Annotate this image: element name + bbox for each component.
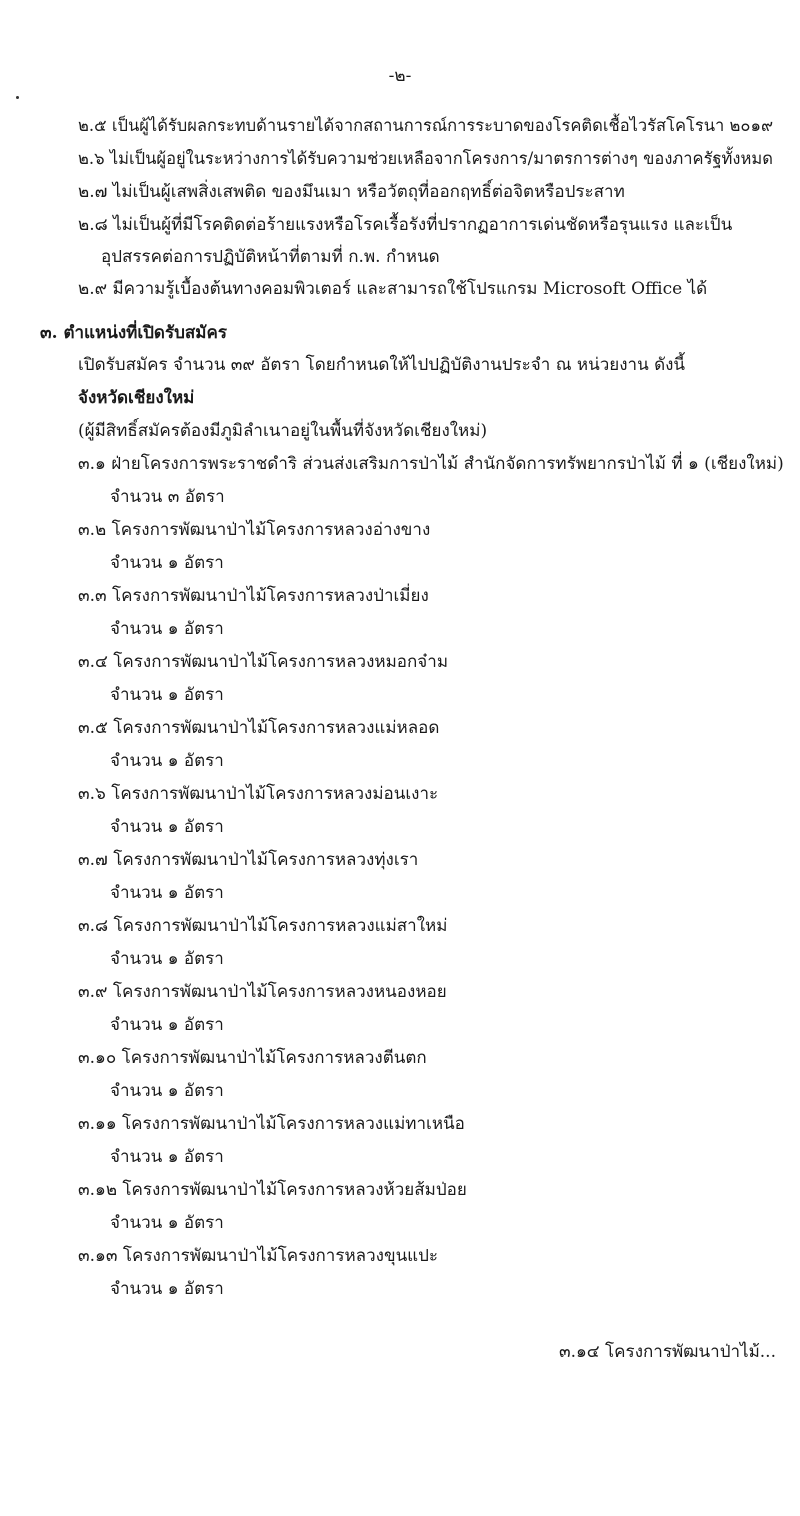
- position-count: จำนวน ๑ อัตรา: [110, 619, 224, 639]
- position-count: จำนวน ๑ อัตรา: [110, 1081, 224, 1101]
- requirement-2-5: ๒.๕ เป็นผู้ได้รับผลกระทบด้านรายได้จากสถานการณ์การระบาดของโรคติดเชื้อไวรัสโคโรนา ๒๐๑๙: [78, 116, 774, 135]
- position-title: ๓.๕ โครงการพัฒนาป่าไม้โครงการหลวงแม่หลอด: [78, 718, 440, 738]
- section-3-intro: เปิดรับสมัคร จำนวน ๓๙ อัตรา โดยกำหนดให้ไปปฏิบัติงานประจำ ณ หน่วยงาน ดังนี้: [78, 355, 686, 375]
- continuation-text: ๓.๑๔ โครงการพัฒนาป่าไม้...: [558, 1342, 776, 1362]
- position-count: จำนวน ๓ อัตรา: [110, 487, 225, 507]
- section-3-heading: ๓. ตำแหน่งที่เปิดรับสมัคร: [40, 323, 227, 343]
- position-count: จำนวน ๑ อัตรา: [110, 1147, 224, 1167]
- position-count: จำนวน ๑ อัตรา: [110, 1213, 224, 1233]
- position-title: ๓.๙ โครงการพัฒนาป่าไม้โครงการหลวงหนองหอย: [78, 982, 447, 1002]
- position-title: ๓.๗ โครงการพัฒนาป่าไม้โครงการหลวงทุ่งเรา: [78, 850, 419, 870]
- position-title: ๓.๑๑ โครงการพัฒนาป่าไม้โครงการหลวงแม่ทาเหนือ: [78, 1114, 465, 1134]
- position-title: ๓.๓ โครงการพัฒนาป่าไม้โครงการหลวงป่าเมี่ยง: [78, 586, 429, 606]
- position-title: ๓.๔ โครงการพัฒนาป่าไม้โครงการหลวงหมอกจ๋าม: [78, 652, 449, 672]
- position-title: ๓.๖ โครงการพัฒนาป่าไม้โครงการหลวงม่อนเงาะ: [78, 784, 439, 804]
- position-title: ๓.๒ โครงการพัฒนาป่าไม้โครงการหลวงอ่างขาง: [78, 520, 431, 540]
- position-title: ๓.๑๒ โครงการพัฒนาป่าไม้โครงการหลวงห้วยส้มป่อย: [78, 1180, 467, 1200]
- position-count: จำนวน ๑ อัตรา: [110, 949, 224, 969]
- province-note: (ผู้มีสิทธิ์สมัครต้องมีภูมิลำเนาอยู่ในพื้นที่จังหวัดเชียงใหม่): [78, 421, 488, 441]
- requirement-2-8: ๒.๘ ไม่เป็นผู้ที่มีโรคติดต่อร้ายแรงหรือโรคเรื้อรังที่ปรากฏอาการเด่นชัดหรือรุนแรง และเป็น: [78, 215, 733, 235]
- province-heading: จังหวัดเชียงใหม่: [78, 388, 195, 408]
- position-title: ๓.๑๓ โครงการพัฒนาป่าไม้โครงการหลวงขุนแปะ: [78, 1246, 439, 1266]
- position-count: จำนวน ๑ อัตรา: [110, 1279, 224, 1299]
- requirement-2-9: ๒.๙ มีความรู้เบื้องต้นทางคอมพิวเตอร์ และสามารถใช้โปรแกรม Microsoft Office ได้: [78, 279, 708, 299]
- page-number: -๒-: [388, 66, 412, 86]
- position-count: จำนวน ๑ อัตรา: [110, 553, 224, 573]
- requirement-2-6: ๒.๖ ไม่เป็นผู้อยู่ในระหว่างการได้รับความช่วยเหลือจากโครงการ/มาตรการต่างๆ ของภาครัฐทั้งหมด: [78, 149, 773, 168]
- position-count: จำนวน ๑ อัตรา: [110, 883, 224, 903]
- requirement-2-8-continued: อุปสรรคต่อการปฏิบัติหน้าที่ตามที่ ก.พ. กำหนด: [101, 247, 440, 267]
- position-count: จำนวน ๑ อัตรา: [110, 1015, 224, 1035]
- position-count: จำนวน ๑ อัตรา: [110, 685, 224, 705]
- scan-mark: [16, 96, 19, 99]
- position-title: ๓.๑๐ โครงการพัฒนาป่าไม้โครงการหลวงตีนตก: [78, 1048, 427, 1068]
- position-count: จำนวน ๑ อัตรา: [110, 751, 224, 771]
- position-count: จำนวน ๑ อัตรา: [110, 817, 224, 837]
- position-title: ๓.๑ ฝ่ายโครงการพระราชดำริ ส่วนส่งเสริมการป่าไม้ สำนักจัดการทรัพยากรป่าไม้ ที่ ๑ (เชียงใหม่): [78, 454, 784, 474]
- requirement-2-7: ๒.๗ ไม่เป็นผู้เสพสิ่งเสพติด ของมึนเมา หรือวัตถุที่ออกฤทธิ์ต่อจิตหรือประสาท: [78, 182, 625, 202]
- position-title: ๓.๘ โครงการพัฒนาป่าไม้โครงการหลวงแม่สาใหม่: [78, 916, 448, 936]
